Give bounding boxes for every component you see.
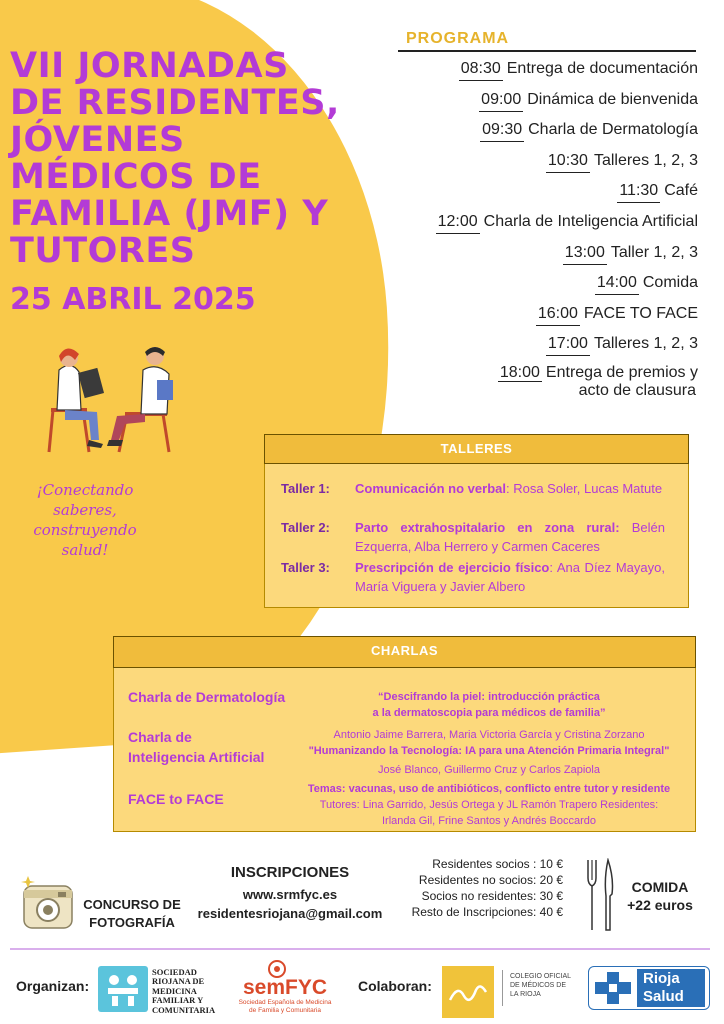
programa-desc: Charla de Inteligencia Artificial [483, 212, 698, 230]
programa-heading: PROGRAMA [406, 30, 510, 47]
programa-underline [398, 50, 696, 52]
taller-title: Parto extrahospitalario en zona rural: [355, 520, 620, 535]
taller-label: Taller 2: [281, 520, 330, 535]
srmfyc-line: SOCIEDAD [152, 967, 197, 977]
taller-title: Prescripción de ejercicio físico [355, 560, 550, 575]
colegio-logo-icon [442, 966, 494, 1018]
camera-icon [20, 872, 76, 930]
srmfyc-line: RIOJANA DE [152, 976, 205, 987]
price-item: Residentes socios : 10 € [432, 857, 563, 871]
programa-item [368, 364, 698, 404]
programa-item [368, 242, 698, 273]
semfyc-sub: Sociedad Española de Medicina [238, 999, 332, 1006]
programa-item [368, 180, 698, 211]
programa-desc: Café [664, 182, 698, 200]
charla-ia-label-line: Charla de [128, 729, 192, 745]
rioja-line: Rioja [643, 970, 680, 987]
programa-time: 13:00 [563, 242, 607, 265]
colegio-logo-text [510, 972, 571, 999]
programa-desc: Dinámica de bienvenida [527, 90, 698, 108]
charlas-box [113, 662, 696, 832]
charla-derm-line: “Descifrando la piel: introducción práctica [378, 691, 600, 703]
comida-title: COMIDA [631, 879, 689, 895]
inscripciones-block [190, 864, 390, 923]
charla-face-desc [294, 781, 684, 829]
programa-time: 18:00 [499, 363, 540, 381]
inscripciones-email[interactable]: residentesriojana@gmail.com [197, 906, 383, 921]
programa-time: 10:30 [546, 150, 590, 173]
programa-time: 14:00 [595, 272, 639, 295]
colegio-line: LA RIOJA [510, 991, 541, 998]
programa-time: 08:30 [459, 58, 503, 81]
semfyc-name: semFYC [242, 976, 328, 999]
programa-desc: Talleres 1, 2, 3 [593, 335, 698, 353]
cross-icon [595, 972, 631, 1004]
charla-derm-line: a la dermatoscopia para médicos de familia” [372, 707, 606, 719]
programa-desc: Taller 1, 2, 3 [610, 243, 698, 261]
charla-face-line: Temas: vacunas, uso de antibióticos, conflicto entre tutor y residente [307, 783, 671, 795]
taller-people: : Rosa Soler, Lucas Matute [505, 481, 663, 496]
charla-ia-desc [294, 727, 684, 778]
charlas-heading: CHARLAS [113, 636, 696, 668]
programa-item [368, 89, 698, 120]
charla-ia-label-line: Inteligencia Artificial [128, 749, 265, 765]
programa-time: 11:30 [617, 180, 660, 203]
concurso-fotografia [82, 896, 182, 932]
taller-label: Taller 1: [281, 481, 330, 496]
srmfyc-line: COMUNITARIA [152, 1004, 216, 1015]
event-date: 25 ABRIL 2025 [10, 282, 256, 317]
programa-desc: Comida [642, 274, 698, 292]
inscripciones-web[interactable]: www.srmfyc.es [242, 887, 338, 902]
taller-people: : Ana Díez Mayayo, María Viguera y Javier Albero [355, 560, 665, 594]
srmfyc-line: MEDICINA [152, 985, 197, 996]
srmfyc-logo-icon [98, 966, 148, 1012]
programa-desc-cont: acto de clausura [578, 381, 696, 399]
programa-item [368, 272, 698, 303]
doctors-illustration [45, 340, 195, 460]
programa-desc: Talleres 1, 2, 3 [593, 151, 698, 169]
programa-item [368, 333, 698, 364]
programa-item [368, 58, 698, 89]
programa-desc: Entrega de premios y [545, 363, 698, 381]
rioja-line: Salud [643, 988, 684, 1005]
programa-time: 09:00 [479, 89, 523, 112]
colegio-line: DE MÉDICOS DE [510, 982, 567, 989]
semfyc-sub: de Familia y Comunitaria [249, 1007, 321, 1014]
event-title: VII JORNADAS DE RESIDENTES, JÓVENES MÉDICOS DE FAMILIA (JMF) Y TUTORES [10, 46, 340, 271]
talleres-heading: TALLERES [264, 434, 689, 464]
programa-item [368, 211, 698, 242]
price-item: Residentes no socios: 20 € [418, 873, 563, 887]
charla-face-label: FACE to FACE [128, 791, 224, 807]
charla-derm-desc [294, 689, 684, 721]
organizan-label: Organizan: [16, 978, 90, 994]
colegio-divider [502, 970, 503, 1006]
srmfyc-line: FAMILIAR Y [152, 995, 204, 1006]
concurso-line: FOTOGRAFÍA [89, 915, 175, 930]
charla-derm-label: Charla de Dermatología [128, 689, 286, 705]
programa-desc: Charla de Dermatología [528, 121, 698, 139]
rioja-salud-logo [588, 966, 710, 1010]
programa-desc: Entrega de documentación [506, 60, 698, 77]
cutlery-icon [584, 858, 616, 934]
programa-time: 16:00 [536, 303, 580, 326]
price-item: Resto de Inscripciones: 40 € [411, 905, 563, 919]
comida-price: +22 euros [627, 897, 693, 913]
taller-title: Comunicación no verbal [355, 481, 506, 496]
programa-item [368, 150, 698, 181]
programa-item [368, 119, 698, 150]
price-item: Socios no residentes: 30 € [421, 889, 563, 903]
inscripciones-title: INSCRIPCIONES [230, 864, 350, 881]
colegio-line: COLEGIO OFICIAL [510, 973, 572, 980]
charla-face-line: Tutores: Lina Garrido, Jesús Ortega y JL Ramón Trapero Residentes: [319, 799, 659, 811]
programa-list [368, 58, 698, 404]
slogan-text: ¡Conectando saberes, construyendo salud! [33, 481, 137, 559]
charla-ia-label [128, 727, 264, 767]
programa-desc: FACE TO FACE [583, 304, 698, 322]
talleres-box [264, 460, 689, 608]
charla-ia-line: José Blanco, Guillermo Cruz y Carlos Zapiola [378, 764, 600, 776]
taller-people: Belén Ezquerra, Alba Herrero y Carmen Caceres [355, 520, 665, 554]
concurso-line: CONCURSO DE [83, 897, 181, 912]
rioja-salud-text [637, 969, 705, 1007]
programa-time: 12:00 [436, 211, 480, 234]
charla-ia-line: Antonio Jaime Barrera, Maria Victoria García y Cristina Zorzano [333, 729, 645, 741]
taller-label: Taller 3: [281, 560, 330, 575]
charla-ia-line: "Humanizando la Tecnología: IA para una Atención Primaria Integral" [308, 745, 670, 757]
prices-list [398, 856, 563, 920]
srmfyc-logo-text [152, 968, 215, 1015]
footer-divider [10, 948, 710, 950]
programa-time: 09:30 [480, 119, 524, 142]
programa-item [368, 303, 698, 334]
programa-time: 17:00 [546, 333, 590, 356]
charla-face-line: Irlanda Gil, Frine Santos y Andrés Boccardo [382, 815, 596, 827]
comida-block [620, 878, 700, 914]
colaboran-label: Colaboran: [358, 978, 432, 994]
semfyc-logo [230, 977, 340, 1015]
